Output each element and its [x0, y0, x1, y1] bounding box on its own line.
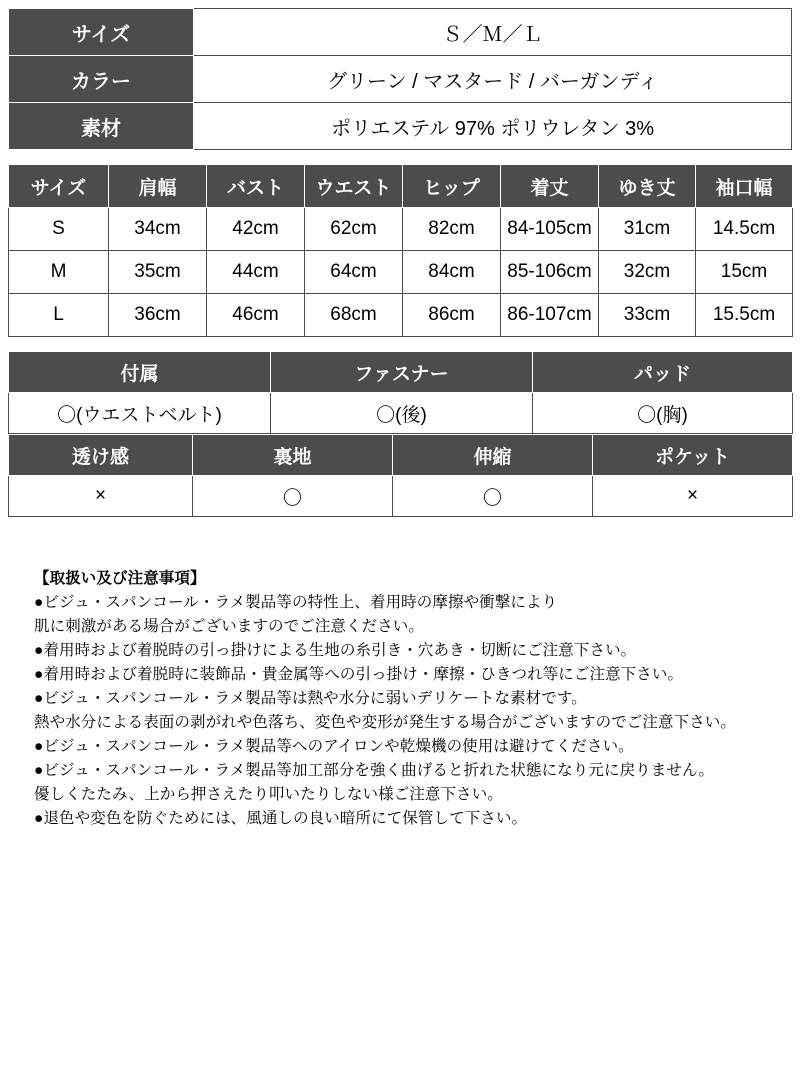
table-row	[9, 476, 793, 517]
col-header-cuff-width: 袖口幅	[696, 165, 793, 208]
col-header-accessory: 付属	[9, 352, 271, 393]
col-header-stretch: 伸縮	[393, 435, 593, 476]
cell-shoulder: 36cm	[109, 294, 207, 337]
cell-waist: 68cm	[305, 294, 403, 337]
spec-value-material: ポリエステル 97% ポリウレタン 3%	[194, 103, 792, 150]
cell-pocket: ×	[593, 476, 793, 517]
spec-table	[8, 8, 792, 150]
care-note-line: 優しくたたみ、上から押さえたり叩いたりしない様ご注意下さい。	[34, 786, 503, 804]
col-header-length: 着丈	[501, 165, 599, 208]
cell-hip: 84cm	[403, 251, 501, 294]
cell-cuff-width: 14.5cm	[696, 208, 793, 251]
cell-size: M	[9, 251, 109, 294]
cell-pad: 〇(胸)	[533, 393, 793, 434]
care-note-line: 熱や水分による表面の剥がれや色落ち、変色や変形が発生する場合がございますのでご注意下さい。	[34, 714, 737, 732]
table-row	[9, 9, 792, 56]
cell-cuff-width: 15cm	[696, 251, 793, 294]
table-header-row	[9, 435, 793, 476]
col-header-pocket: ポケット	[593, 435, 793, 476]
measurement-table	[8, 164, 793, 337]
table-row	[9, 103, 792, 150]
table-row	[9, 56, 792, 103]
care-note-line: ●着用時および着脱時に装飾品・貴金属等への引っ掛け・摩擦・ひきつれ等にご注意下さい。	[34, 666, 684, 684]
col-header-shoulder: 肩幅	[109, 165, 207, 208]
care-notes-title: 【取扱い及び注意事項】	[34, 570, 206, 587]
spec-label-color: カラー	[9, 56, 194, 103]
cell-shoulder: 35cm	[109, 251, 207, 294]
cell-sleeve-length: 31cm	[599, 208, 696, 251]
col-header-zipper: ファスナー	[271, 352, 533, 393]
cell-shoulder: 34cm	[109, 208, 207, 251]
care-note-line: ●退色や変色を防ぐためには、風通しの良い暗所にて保管して下さい。	[34, 810, 528, 828]
table-row	[9, 294, 793, 337]
spec-label-size: サイズ	[9, 9, 194, 56]
col-header-pad: パッド	[533, 352, 793, 393]
col-header-hip: ヒップ	[403, 165, 501, 208]
table-row	[9, 251, 793, 294]
cell-bust: 44cm	[207, 251, 305, 294]
cell-accessory: 〇(ウエストベルト)	[9, 393, 271, 434]
cell-length: 86-107cm	[501, 294, 599, 337]
table-row	[9, 208, 793, 251]
attachment-table	[8, 351, 793, 434]
cell-length: 84-105cm	[501, 208, 599, 251]
col-header-waist: ウエスト	[305, 165, 403, 208]
cell-lining: 〇	[193, 476, 393, 517]
col-header-lining: 裏地	[193, 435, 393, 476]
cell-sleeve-length: 33cm	[599, 294, 696, 337]
table-header-row	[9, 165, 793, 208]
cell-bust: 42cm	[207, 208, 305, 251]
cell-sleeve-length: 32cm	[599, 251, 696, 294]
cell-length: 85-106cm	[501, 251, 599, 294]
care-note-line: ●ビジュ・スパンコール・ラメ製品等の特性上、着用時の摩擦や衝撃により	[34, 594, 558, 612]
spec-label-material: 素材	[9, 103, 194, 150]
cell-cuff-width: 15.5cm	[696, 294, 793, 337]
care-note-line: ●ビジュ・スパンコール・ラメ製品等へのアイロンや乾燥機の使用は避けてください。	[34, 738, 634, 756]
cell-size: S	[9, 208, 109, 251]
table-header-row	[9, 352, 793, 393]
feature-table	[8, 434, 793, 517]
cell-sheerness: ×	[9, 476, 193, 517]
cell-size: L	[9, 294, 109, 337]
cell-hip: 86cm	[403, 294, 501, 337]
cell-waist: 62cm	[305, 208, 403, 251]
spec-value-color: グリーン / マスタード / バーガンディ	[194, 56, 792, 103]
col-header-bust: バスト	[207, 165, 305, 208]
col-header-sheerness: 透け感	[9, 435, 193, 476]
care-note-line: ●着用時および着脱時の引っ掛けによる生地の糸引き・穴あき・切断にご注意下さい。	[34, 642, 637, 660]
care-note-line: ●ビジュ・スパンコール・ラメ製品等は熱や水分に弱いデリケートな素材です。	[34, 690, 587, 708]
table-row	[9, 393, 793, 434]
care-note-line: 肌に刺激がある場合がございますのでご注意ください。	[34, 618, 425, 636]
cell-bust: 46cm	[207, 294, 305, 337]
spec-value-size: Ｓ／Ｍ／Ｌ	[194, 9, 792, 56]
care-note-line: ●ビジュ・スパンコール・ラメ製品等加工部分を強く曲げると折れた状態になり元に戻りません。	[34, 762, 715, 780]
cell-stretch: 〇	[393, 476, 593, 517]
cell-zipper: 〇(後)	[271, 393, 533, 434]
col-header-sleeve-length: ゆき丈	[599, 165, 696, 208]
care-notes	[8, 567, 792, 831]
col-header-size: サイズ	[9, 165, 109, 208]
cell-hip: 82cm	[403, 208, 501, 251]
cell-waist: 64cm	[305, 251, 403, 294]
